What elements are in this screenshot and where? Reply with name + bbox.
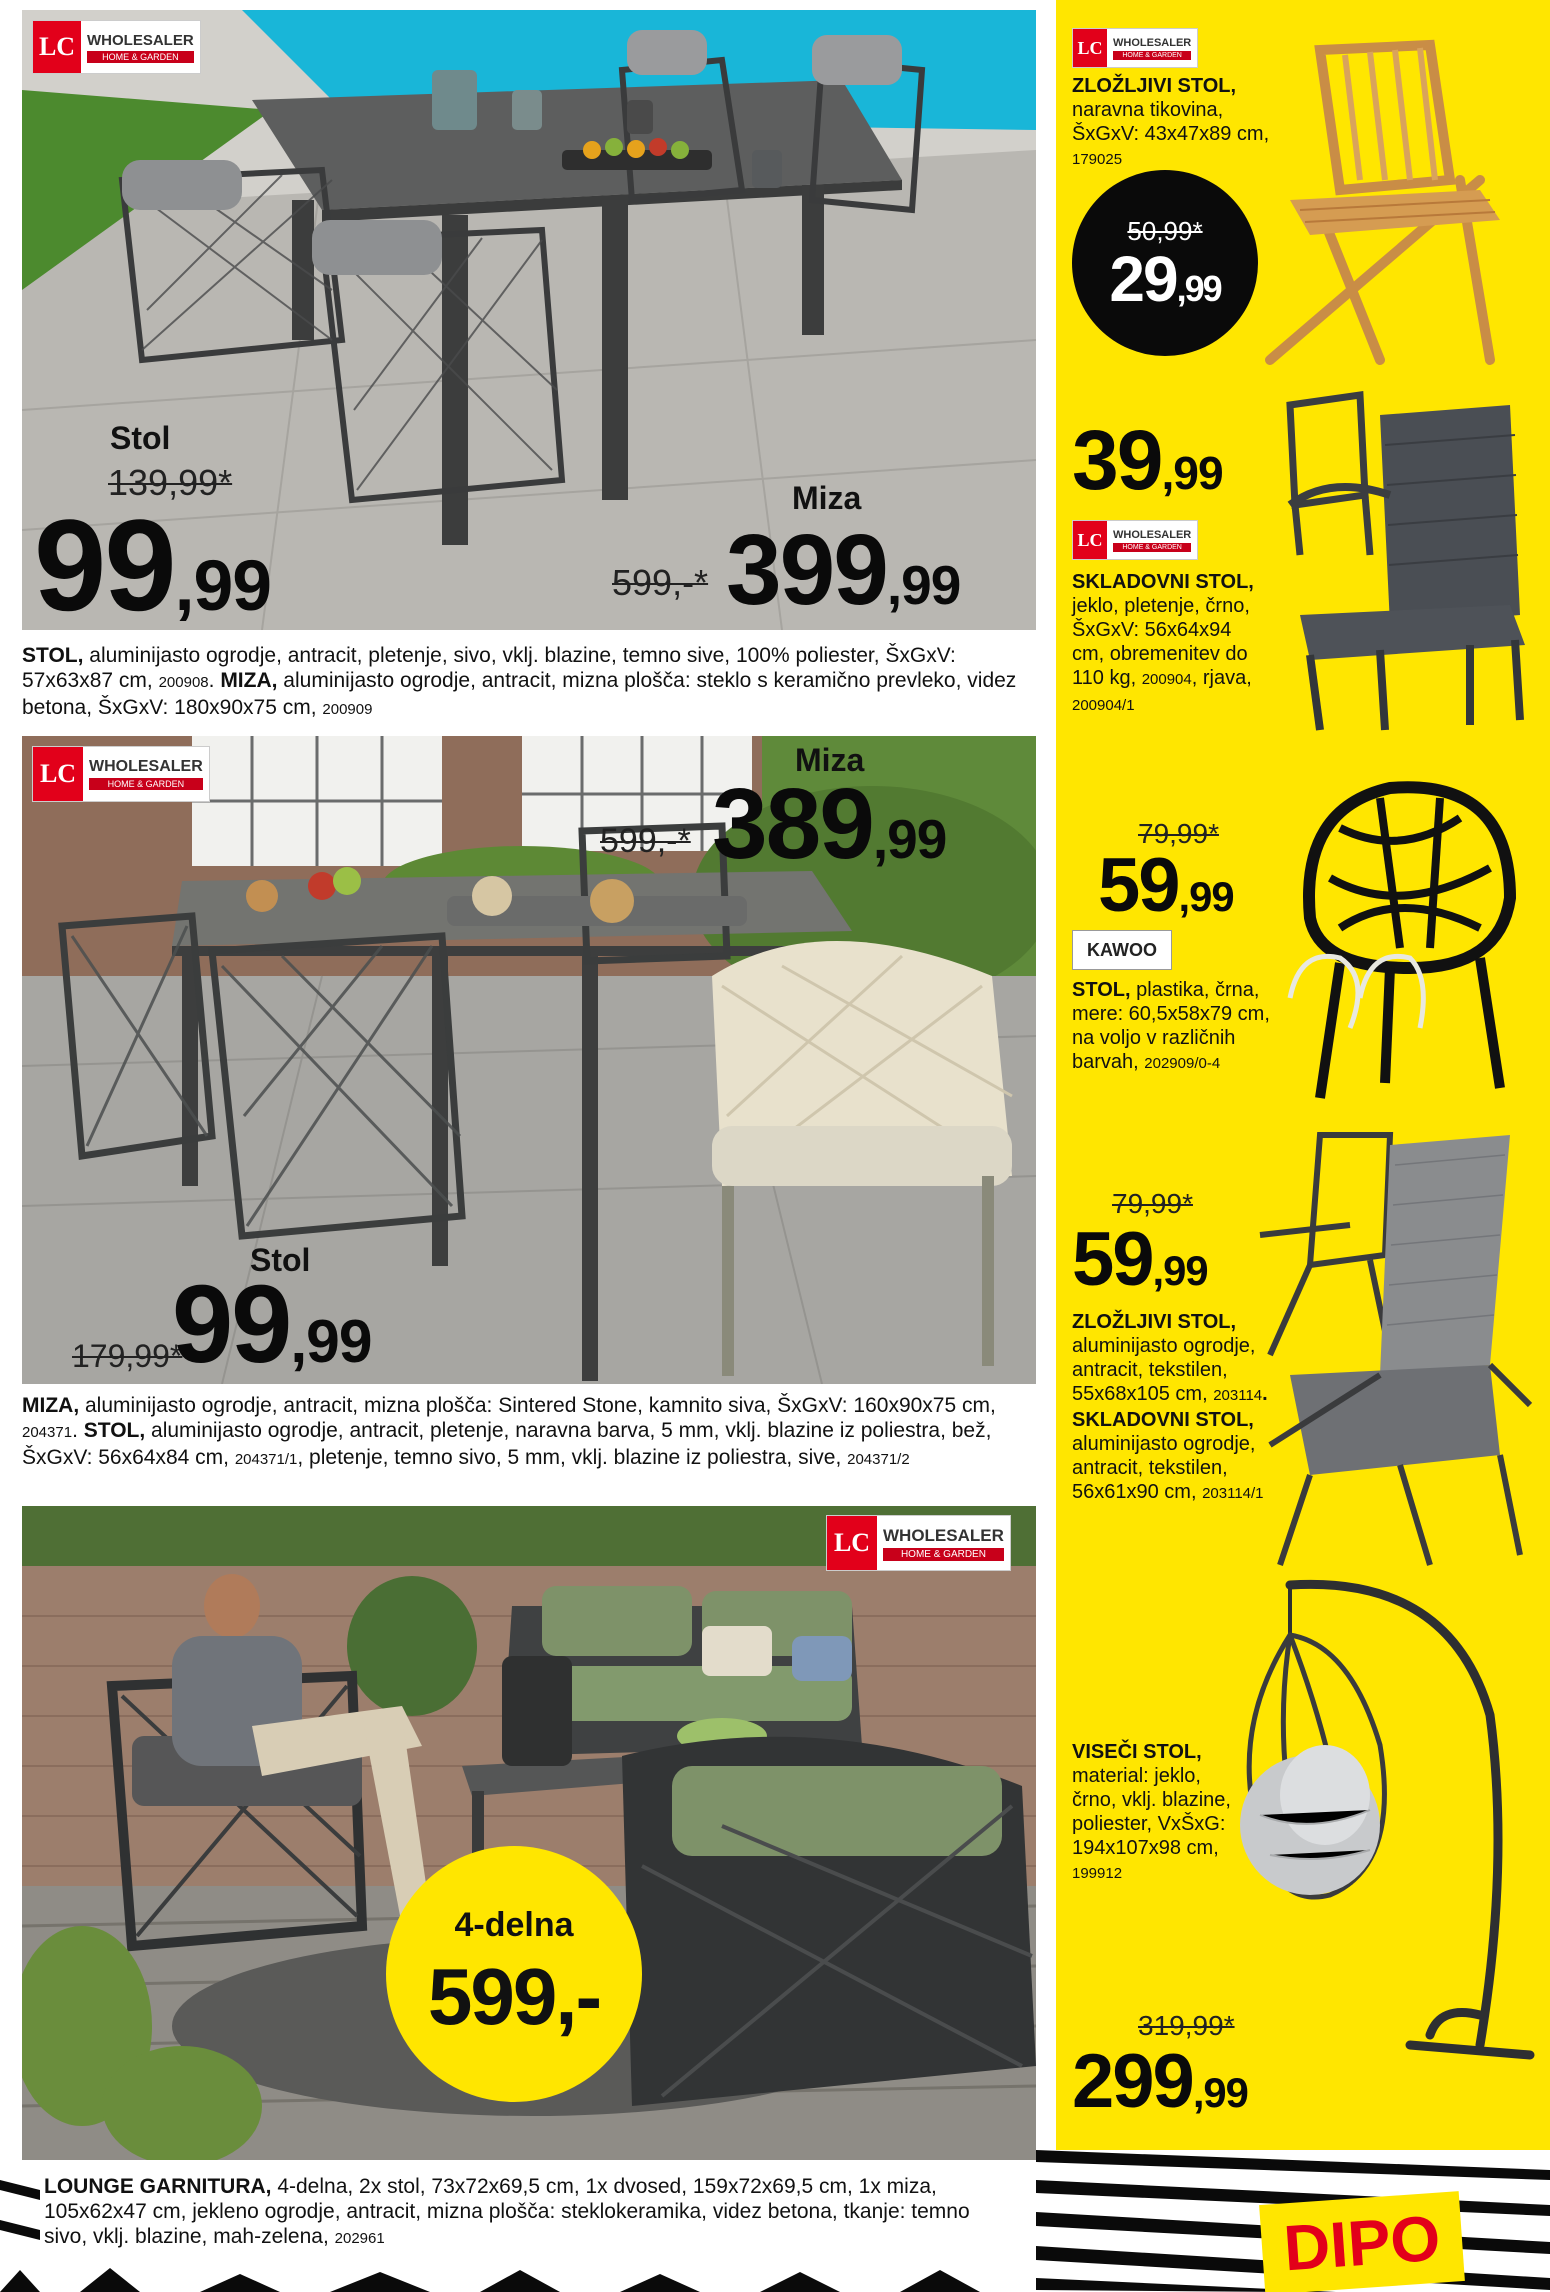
side-p1-price-cents: ,99 [1176, 267, 1221, 309]
kawoo-brand-logo: KAWOO [1072, 930, 1172, 970]
lc-logo-name: WHOLESALER [89, 758, 203, 775]
side-p1-title: ZLOŽLJIVI STOL, [1072, 75, 1237, 97]
lounge-badge-label: 4-delna [454, 1905, 574, 1944]
side-p5-price [1072, 2039, 1248, 2124]
lc-logo-sub: HOME & GARDEN [883, 1548, 1004, 1561]
desc-title-miza-1: MIZA, [220, 669, 278, 692]
side-p2-code: 200904 [1141, 671, 1192, 688]
photo-stacking-rattan-chairs [1270, 385, 1540, 735]
stol-label-1: Stol [110, 420, 171, 456]
miza-label-2: Miza [795, 742, 865, 778]
side-p2-title: SKLADOVNI STOL, [1072, 571, 1254, 593]
side-p4-title2: . SKLADOVNI STOL, [1072, 1383, 1268, 1431]
photo-plastic-chair [1280, 768, 1530, 1108]
side-p5-price-main: 299 [1072, 2039, 1193, 2124]
side-p1-text: naravna tikovina, ŠxGxV: 43x47x89 cm, [1072, 99, 1270, 145]
desc-text: aluminijasto ogrodje, antracit, pletenje, naravna barva, 5 mm, vklj. blazine iz poliestra, bež, ŠxGxV: 56x64x84 cm, [22, 1419, 992, 1469]
lounge-price-badge [386, 1846, 642, 2102]
side-p4-code2: 203114/1 [1202, 1485, 1264, 1502]
lc-logo-sub: HOME & GARDEN [1113, 51, 1191, 60]
miza-price-2-main: 389 [712, 768, 873, 880]
desc-title-lounge: LOUNGE GARNITURA, [44, 2175, 272, 2198]
side-p2-price-main: 39 [1072, 413, 1162, 507]
side-p4-price [1072, 1217, 1208, 1302]
miza-price-1 [726, 514, 961, 626]
desc-text: aluminijasto ogrodje, antracit, mizna plošča: steklo s keramično prevleko, videz betona, ŠxGxV: 180x90x75 cm, [22, 669, 1017, 719]
section3-description [44, 2174, 994, 2251]
miza-price-2 [712, 768, 947, 880]
desc-title-stol-2: STOL, [83, 1419, 146, 1442]
miza-old-price-2: 599,-* [600, 822, 691, 860]
lc-logo-mark: LC [1073, 521, 1107, 559]
side-p1-code: 179025 [1072, 151, 1123, 168]
miza-price-1-cents: ,99 [886, 554, 961, 616]
lc-logo-name: WHOLESALER [1113, 528, 1192, 541]
stol-price-2-cents: ,99 [290, 1307, 372, 1375]
dipo-logo: DIPO [1259, 2191, 1465, 2292]
lc-wholesaler-logo-3 [826, 1515, 1011, 1571]
section1-description [22, 643, 1036, 722]
side-p1-old-price: 50,99* [1127, 215, 1203, 246]
miza-price-1-main: 399 [726, 514, 887, 626]
side-p2-code2: 200904/1 [1072, 697, 1135, 714]
miza-label-1: Miza [792, 480, 862, 516]
desc-text: aluminijasto ogrodje, antracit, mizna plošča: Sintered Stone, kamnito siva, ŠxGxV: 160x90x75 cm, [79, 1394, 996, 1417]
stol-price-1 [34, 492, 272, 638]
lc-logo-sub: HOME & GARDEN [1113, 543, 1191, 552]
lc-logo-name: WHOLESALER [87, 31, 194, 49]
side-p4-old-price: 79,99* [1112, 1188, 1193, 1219]
desc-text: . [72, 1419, 84, 1442]
lc-logo-sub: HOME & GARDEN [89, 778, 203, 790]
lc-logo-name: WHOLESALER [883, 1525, 1004, 1545]
miza-price-2-cents: ,99 [872, 808, 947, 870]
side-p3-code: 202909/0-4 [1144, 1055, 1221, 1072]
lc-logo-mark: LC [33, 747, 83, 801]
side-p4-text2: aluminijasto ogrodje, antracit, tekstilen, 56x61x90 cm, [1072, 1433, 1256, 1503]
photo-folding-textile-chairs [1250, 1125, 1540, 1575]
side-p1-price [1109, 242, 1221, 315]
side-p1-price-main: 29 [1109, 242, 1177, 315]
desc-code: 200908 [158, 674, 209, 691]
desc-text: aluminijasto ogrodje, antracit, pletenje, sivo, vklj. blazine, temno sive, 100% poliester, ŠxGxV: 57x63x87 cm, [22, 644, 956, 692]
side-p5-text: material: jeklo, črno, vklj. blazine, poliester, VxŠxG: 194x107x98 cm, [1072, 1765, 1231, 1859]
miza-old-price-1: 599,-* [612, 562, 709, 603]
stol-price-2 [172, 1263, 372, 1386]
desc-text: , pletenje, temno sivo, 5 mm, vklj. blazine iz poliestra, sive, [297, 1446, 848, 1469]
side-p4-price-cents: ,99 [1152, 1247, 1208, 1294]
lounge-badge-price: 599,- [427, 1951, 601, 2041]
side-p2-text: jeklo, pletenje, črno, ŠxGxV: 56x64x94 cm, obremenitev do 110 kg, [1072, 595, 1250, 689]
lc-wholesaler-logo-side-2 [1072, 520, 1198, 560]
side-p2-price [1072, 413, 1223, 507]
side-p5-description [1072, 1740, 1232, 1886]
desc-text: 4-delna, 2x stol, 73x72x69,5 cm, 1x dvosed, 159x72x69,5 cm, 1x miza, 105x62x47 cm, jekleno ogrodje, antracit, mizna plošča: steklokeramika, videz betona, tkanje: temno sivo, vklj. blazine, mah-zelena, [44, 2175, 970, 2248]
stol-price-1-cents: ,99 [174, 546, 272, 626]
side-p5-price-cents: ,99 [1192, 2069, 1248, 2116]
side-p3-price-cents: ,99 [1178, 873, 1234, 920]
photo-teak-folding-chair [1250, 30, 1520, 370]
lc-wholesaler-logo-2 [32, 746, 210, 802]
side-p5-title: VISEČI STOL, [1072, 1741, 1202, 1763]
desc-text: . [208, 669, 221, 692]
side-p2-description [1072, 570, 1262, 718]
side-p3-description [1072, 978, 1272, 1076]
side-p4-description [1072, 1310, 1272, 1506]
desc-title-miza-2: MIZA, [22, 1394, 80, 1417]
desc-code: 204371 [22, 1424, 73, 1441]
side-p3-text: plastika, črna, mere: 60,5x58x79 cm, na voljo v različnih barvah, [1072, 979, 1270, 1073]
stol-price-1-main: 99 [34, 492, 175, 638]
stol-old-price-1: 139,99* [108, 462, 233, 503]
side-p3-old-price: 79,99* [1138, 818, 1219, 849]
lc-logo-sub: HOME & GARDEN [87, 51, 194, 63]
lc-logo-mark: LC [33, 21, 81, 73]
lc-wholesaler-logo-side [1072, 28, 1198, 68]
side-p3-title: STOL, [1072, 979, 1131, 1001]
lc-wholesaler-logo-1 [32, 20, 201, 74]
desc-code: 202961 [334, 2230, 385, 2247]
desc-code: 200909 [322, 701, 373, 718]
lc-logo-name: WHOLESALER [1113, 36, 1192, 49]
side-p4-code: 203114 [1213, 1387, 1263, 1404]
side-p2-text2: , rjava, [1191, 667, 1252, 689]
desc-title-stol-1: STOL, [22, 644, 84, 667]
stol-label-2: Stol [250, 1242, 311, 1278]
side-p3-price [1098, 843, 1234, 928]
side-p5-old-price: 319,99* [1138, 2010, 1235, 2041]
stol-old-price-2: 179,99* [72, 1338, 183, 1374]
lc-logo-mark: LC [827, 1516, 877, 1570]
desc-code: 204371/1 [234, 1451, 298, 1468]
side-p2-price-cents: ,99 [1161, 447, 1223, 499]
side-p4-price-main: 59 [1072, 1217, 1153, 1302]
desc-code: 204371/2 [847, 1451, 910, 1468]
stol-price-2-main: 99 [172, 1263, 291, 1386]
side-p4-text: aluminijasto ogrodje, antracit, tekstilen, 55x68x105 cm, [1072, 1335, 1256, 1405]
side-p4-title: ZLOŽLJIVI STOL, [1072, 1311, 1237, 1333]
photo-hanging-egg-chair [1230, 1565, 1540, 2085]
side-p5-code: 199912 [1072, 1865, 1123, 1882]
side-p3-price-main: 59 [1098, 843, 1179, 928]
lc-logo-mark: LC [1073, 29, 1107, 67]
side-p1-price-badge [1072, 170, 1258, 356]
section2-description [22, 1393, 1036, 1472]
